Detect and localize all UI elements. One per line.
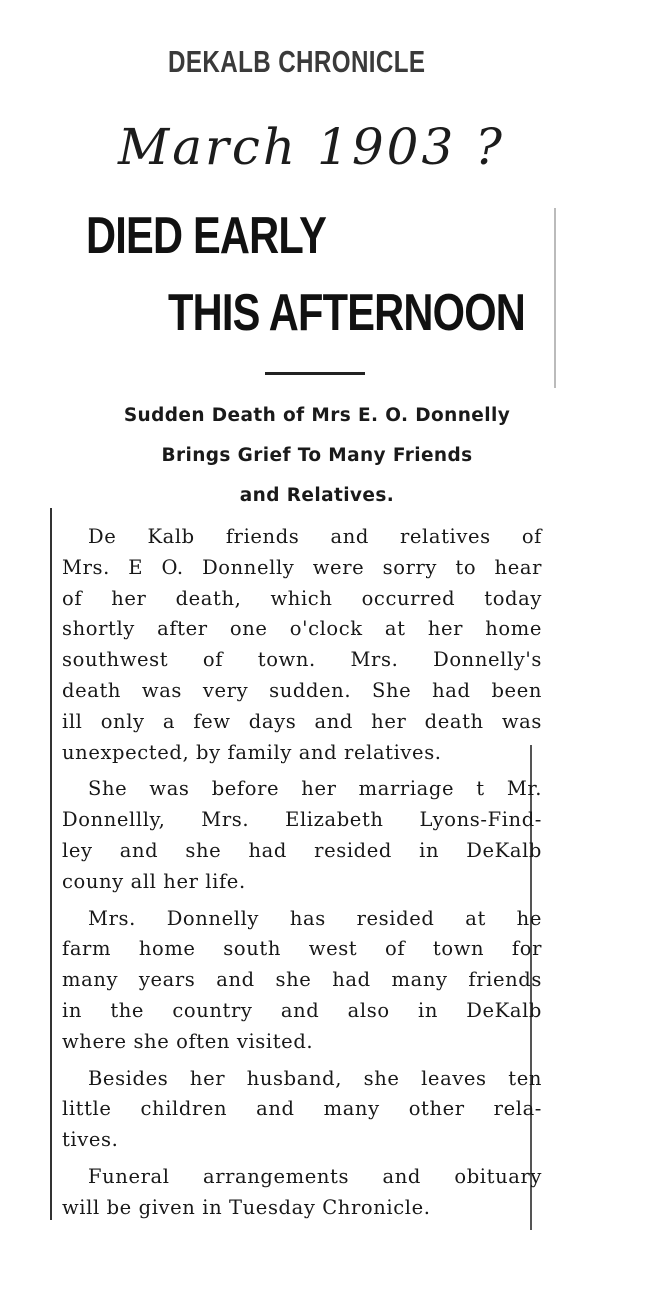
article-line: shortly after one o'clock at her home [62, 617, 542, 641]
article-line: many years and she had many friends [62, 968, 542, 992]
article-paragraph [62, 904, 542, 1058]
headline-line-1: DIED EARLY [86, 207, 327, 265]
article-body [62, 522, 542, 1230]
article-line: farm home south west of town for [62, 937, 542, 961]
article-line: in the country and also in DeKalb [62, 998, 542, 1022]
article-line: will be given in Tuesday Chronicle. [62, 1195, 431, 1219]
handwritten-date-annotation: March 1903 ? [118, 118, 505, 176]
article-line: of her death, which occurred today [62, 586, 542, 610]
article-line: Funeral arrangements and obituary [88, 1164, 542, 1188]
column-divider-upper [554, 208, 556, 388]
article-line: tives. [62, 1128, 119, 1152]
article-line: De Kalb friends and relatives of [88, 525, 542, 548]
article-line: southwest of town. Mrs. Donnelly's [62, 648, 542, 672]
article-line: Mrs. E O. Donnelly were sorry to hear [62, 555, 542, 579]
article-paragraph [62, 1064, 542, 1156]
subheadline-line-2: Brings Grief To Many Friends [161, 445, 473, 466]
article-line: Besides her husband, she leaves ten [88, 1066, 542, 1090]
article-paragraph [62, 522, 542, 768]
article-paragraph [62, 1162, 542, 1224]
article-line: ley and she had resided in DeKalb [62, 838, 542, 862]
subheadline-line-3: and Relatives. [239, 485, 395, 506]
article-line: ill only a few days and her death was [62, 709, 542, 733]
article-line: unexpected, by family and relatives. [62, 740, 442, 764]
article-line: little children and many other rela- [62, 1097, 542, 1121]
article-line: Donnellly, Mrs. Elizabeth Lyons-Find- [62, 808, 542, 832]
headline-rule [265, 372, 365, 375]
subheadline-line-1: Sudden Death of Mrs E. O. Donnelly [123, 405, 511, 426]
newspaper-masthead: DEKALB CHRONICLE [168, 44, 426, 79]
article-line: where she often visited. [62, 1029, 314, 1053]
column-divider-left [50, 508, 52, 1220]
subheadline [72, 396, 562, 516]
headline-line-2: THIS AFTERNOON [168, 284, 526, 342]
article-line: Mrs. Donnelly has resided at he [88, 906, 542, 930]
article-paragraph [62, 774, 542, 897]
article-line: She was before her marriage t Mr. [88, 777, 542, 801]
article-line: couny all her life. [62, 869, 246, 893]
article-line: death was very sudden. She had been [62, 678, 542, 702]
